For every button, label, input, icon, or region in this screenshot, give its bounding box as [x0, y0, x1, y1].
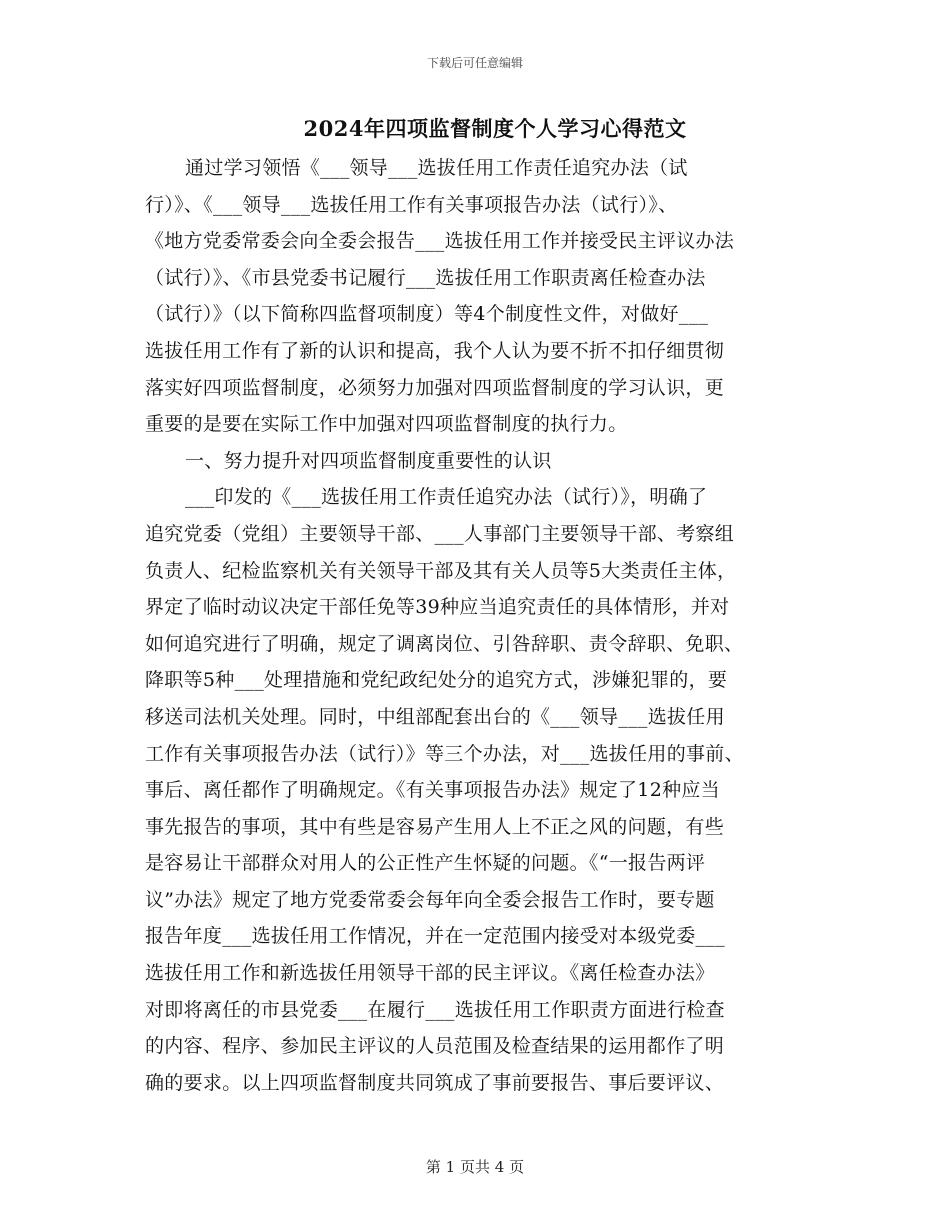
body-line: 事先报告的事项，其中有些是容易产生用人上不正之风的问题，有些: [145, 815, 725, 838]
body-line: 移送司法机关处理。同时，中组部配套出台的《___领导___选拔任用: [145, 705, 725, 728]
body-line: （试行）》（以下简称四监督项制度）等4个制度性文件，对做好___: [145, 303, 709, 326]
body-line: 通过学习领悟《___领导___选拔任用工作责任追究办法（试: [185, 157, 688, 179]
body-line: 对即将离任的市县党委___在履行___选拔任用工作职责方面进行检查: [145, 998, 725, 1021]
body-line: 重要的是要在实际工作中加强对四项监督制度的执行力。: [145, 413, 628, 436]
body-line: 事后、离任都作了明确规定。《有关事项报告办法》规定了12种应当: [145, 779, 720, 802]
body-line: 报告年度___选拔任用工作情况，并在一定范围内接受对本级党委___: [145, 925, 725, 948]
body-line: 的内容、程序、参加民主评议的人员范围及检查结果的运用都作了明: [145, 1035, 725, 1058]
body-line: 如何追究进行了明确，规定了调离岗位、引咎辞职、责令辞职、免职、: [145, 632, 744, 655]
body-line: 选拔任用工作和新选拔任用领导干部的民主评议。《离任检查办法》: [145, 962, 715, 985]
document-title: 2024年四项监督制度个人学习心得范文: [303, 116, 687, 141]
body-line: 负责人、纪检监察机关有关领导干部及其有关人员等5大类责任主体，: [145, 559, 737, 582]
body-line: 工作有关事项报告办法（试行）》等三个办法，对___选拔任用的事前、: [145, 742, 744, 765]
document-body: [145, 150, 815, 1101]
body-line: 《地方党委常委会向全委会报告___选拔任用工作并接受民主评议办法: [145, 230, 735, 253]
body-line: 议”办法》规定了地方党委常委会每年向全委会报告工作时，要专题: [145, 888, 715, 911]
body-line: 界定了临时动议决定干部任免等39种应当追究责任的具体情形，并对: [145, 596, 730, 619]
body-line: 确的要求。以上四项监督制度共同筑成了事前要报告、事后要评议、: [145, 1071, 725, 1094]
body-line: ___印发的《___选拔任用工作责任追究办法（试行）》，明确了: [185, 486, 708, 509]
body-line: 是容易让干部群众对用人的公正性产生怀疑的问题。《“一报告两评: [145, 852, 706, 875]
header-note: 下载后可任意编辑: [426, 56, 523, 70]
body-line: 追究党委（党组）主要领导干部、___人事部门主要领导干部、考察组: [145, 522, 735, 545]
body-line: 一、努力提升对四项监督制度重要性的认识: [185, 449, 552, 472]
page-number: 第 1 页共 4 页: [425, 1158, 525, 1176]
body-line: （试行）》、《市县党委书记履行___选拔任用工作职责离任检查办法: [145, 266, 706, 289]
body-line: 选拔任用工作有了新的认识和提高，我个人认为要不折不扣仔细贯彻: [145, 339, 725, 362]
body-line: 降职等5种___处理措施和党纪政纪处分的追究方式，涉嫌犯罪的，要: [145, 669, 728, 692]
body-line: 行）》、《___领导___选拔任用工作有关事项报告办法（试行）》、: [145, 193, 678, 216]
body-line: 落实好四项监督制度，必须努力加强对四项监督制度的学习认识，更: [145, 376, 725, 399]
